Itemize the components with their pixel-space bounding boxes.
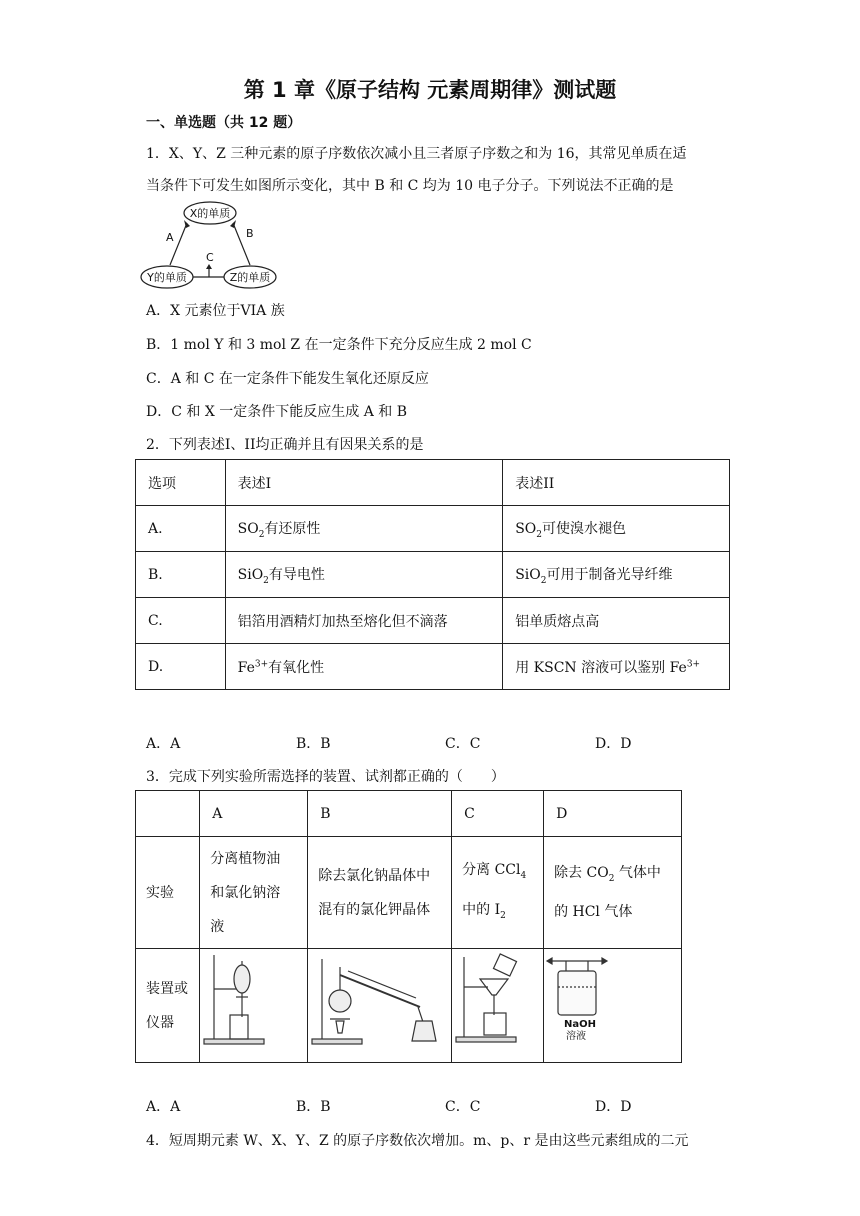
arrow-a-line [170, 223, 187, 265]
q1-option-b: B．1 mol Y 和 3 mol Z 在一定条件下充分反应生成 2 mol C [146, 337, 532, 353]
y-node-label: Y的单质 [147, 271, 187, 284]
table-row [136, 598, 730, 644]
q3-choice-a: A．A [146, 1099, 181, 1115]
solution-label: 溶液 [566, 1031, 587, 1042]
q3-apparatus-a [200, 949, 308, 1063]
distillation-setup-image [308, 949, 450, 1049]
q1-reaction-diagram [140, 198, 280, 294]
q2-choice-b: B．B [296, 736, 331, 752]
q2-row-c-option: C. [136, 598, 226, 644]
label-a: A [166, 231, 174, 244]
page-title: 第 1 章《原子结构 元素周期律》测试题 [243, 78, 617, 102]
q2-row-d-option: D. [136, 644, 226, 690]
q2-row-d-statement2: 用 KSCN 溶液可以鉴别 $Fe^{3+}$ [503, 644, 730, 690]
q3-choice-d: D．D [595, 1099, 632, 1115]
filtration-setup-image [452, 949, 542, 1049]
x-node-label: X的单质 [189, 207, 231, 220]
q1-stem-line2: 当条件下可发生如图所示变化，其中 B 和 C 均为 10 电子分子。下列说法不正确的是 [146, 178, 674, 194]
table-row [136, 506, 730, 552]
q2-header-option: 选项 [136, 460, 226, 506]
q3-experiment-b: 除去氯化钠晶体中 混有的氯化钾晶体 [308, 837, 452, 949]
q3-experiment-c: 分离 CCl$_4$ 中的 $I_2$ [452, 837, 544, 949]
q2-choice-c: C．C [445, 736, 481, 752]
label-c: C [206, 251, 214, 264]
q2-row-d-statement1: $Fe^{3+}$有氧化性 [225, 644, 503, 690]
q2-table [135, 459, 730, 690]
q3-apparatus-b [308, 949, 452, 1063]
q3-apparatus-c [452, 949, 544, 1063]
section-heading: 一、单选题（共 12 题） [146, 115, 302, 131]
q1-option-a: A．X 元素位于VIA 族 [146, 303, 285, 319]
separatory-funnel-setup-image [200, 949, 306, 1049]
q1-stem-line1: 1．X、Y、Z 三种元素的原子序数依次减小且三者原子序数之和为 16，其常见单质在适 [146, 146, 687, 162]
q3-experiment-d: 除去 $CO_2$ 气体中 的 HCl 气体 [544, 837, 682, 949]
q2-row-b-statement1: SiO$_2$有导电性 [225, 552, 503, 598]
naoh-label: NaOH [564, 1019, 597, 1030]
q3-header-row [136, 791, 682, 837]
table-row [136, 837, 682, 949]
q3-table [135, 790, 682, 1063]
q3-experiment-a: 分离植物油 和氯化钠溶 液 [200, 837, 308, 949]
q3-header-d: D [544, 791, 682, 837]
q3-choice-c: C．C [445, 1099, 481, 1115]
q2-stem: 2．下列表述I、II均正确并且有因果关系的是 [146, 437, 424, 453]
q3-stem: 3．完成下列实验所需选择的装置、试剂都正确的（ ） [146, 769, 505, 785]
table-row [136, 644, 730, 690]
q3-header-a: A [200, 791, 308, 837]
q2-row-c-statement1: 铝箔用酒精灯加热至熔化但不滴落 [225, 598, 503, 644]
table-row [136, 949, 682, 1063]
q2-header-statement1: 表述I [225, 460, 503, 506]
q4-stem-line1: 4．短周期元素 W、X、Y、Z 的原子序数依次增加。m、p、r 是由这些元素组成的二元 [146, 1133, 689, 1149]
q2-choice-d: D．D [595, 736, 632, 752]
table-row [136, 552, 730, 598]
q2-row-c-statement2: 铝单质熔点高 [503, 598, 730, 644]
q2-row-a-statement2: $SO_2$可使溴水褪色 [503, 506, 730, 552]
q2-header-row [136, 460, 730, 506]
q2-header-statement2: 表述II [503, 460, 730, 506]
q2-row-b-option: B. [136, 552, 226, 598]
q3-apparatus-d [544, 949, 682, 1063]
z-node-label: Z的单质 [229, 271, 271, 284]
q3-header-b: B [308, 791, 452, 837]
q2-row-a-option: A. [136, 506, 226, 552]
q3-experiment-label: 实验 [136, 837, 200, 949]
arrow-c-head [206, 264, 212, 269]
q3-choice-b: B．B [296, 1099, 331, 1115]
q3-header-c: C [452, 791, 544, 837]
label-b: B [246, 227, 254, 240]
q2-row-a-statement1: $SO_2$有还原性 [225, 506, 503, 552]
q1-option-c: C．A 和 C 在一定条件下能发生氧化还原反应 [146, 371, 429, 387]
q2-row-b-statement2: SiO$_2$可用于制备光导纤维 [503, 552, 730, 598]
q3-header-blank [136, 791, 200, 837]
gas-washing-bottle-image [544, 949, 680, 1049]
q3-apparatus-label: 装置或 仪器 [136, 949, 200, 1063]
q1-option-d: D．C 和 X 一定条件下能反应生成 A 和 B [146, 404, 408, 420]
q2-choice-a: A．A [146, 736, 181, 752]
